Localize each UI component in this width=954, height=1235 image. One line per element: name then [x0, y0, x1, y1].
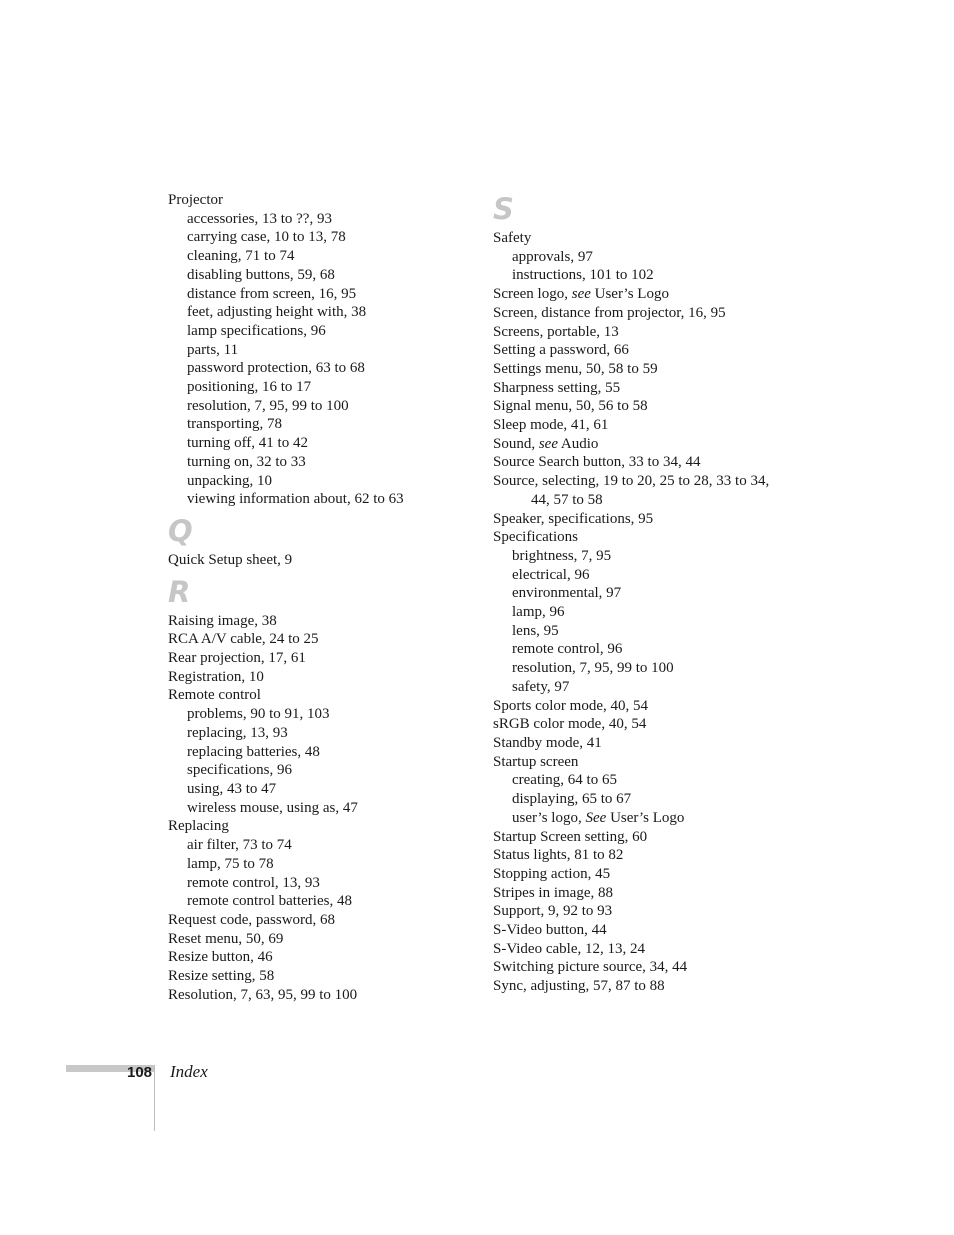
index-entry: Remote control	[168, 687, 261, 704]
index-entry: Resize button, 46	[168, 949, 273, 966]
index-entry: Switching picture source, 34, 44	[493, 959, 688, 976]
index-subentry: safety, 97	[512, 678, 570, 695]
index-entry: Speaker, specifications, 95	[493, 510, 654, 527]
index-subentry: electrical, 96	[512, 566, 590, 583]
index-entry: Setting a password, 66	[493, 342, 629, 359]
index-entry: Support, 9, 92 to 93	[493, 903, 613, 920]
index-subentry: disabling buttons, 59, 68	[187, 266, 335, 283]
section-letter-heading: S	[493, 192, 513, 226]
index-subentry: replacing, 13, 93	[187, 724, 288, 741]
index-subentry: turning off, 41 to 42	[187, 435, 308, 452]
index-subentry: parts, 11	[187, 341, 239, 358]
index-subentry: wireless mouse, using as, 47	[187, 799, 358, 816]
index-entry: Quick Setup sheet, 9	[168, 551, 293, 568]
index-subentry: unpacking, 10	[187, 472, 272, 489]
index-entry: Source, selecting, 19 to 20, 25 to 28, 33 to 34,	[493, 473, 770, 490]
index-subentry: lamp specifications, 96	[187, 322, 326, 339]
index-entry: Source Search button, 33 to 34, 44	[493, 454, 701, 471]
index-entry: Projector	[168, 192, 223, 208]
footer-vertical-rule	[154, 1065, 155, 1131]
index-subentry: transporting, 78	[187, 416, 282, 433]
index-entry: Raising image, 38	[168, 612, 277, 629]
cross-reference-target: User’s Logo	[606, 809, 685, 826]
index-subentry: environmental, 97	[512, 585, 622, 602]
index-entry: Registration, 10	[168, 668, 264, 685]
index-subentry: resolution, 7, 95, 99 to 100	[187, 397, 349, 414]
index-column-left	[168, 191, 468, 1004]
index-subentry: remote control batteries, 48	[187, 893, 352, 910]
index-entry: Signal menu, 50, 56 to 58	[493, 398, 648, 415]
index-entry	[493, 435, 793, 454]
index-subentry: resolution, 7, 95, 99 to 100	[512, 660, 674, 677]
index-entry: Sync, adjusting, 57, 87 to 88	[493, 978, 665, 995]
index-entry: Rear projection, 17, 61	[168, 650, 306, 667]
index-entry: Safety	[493, 230, 532, 246]
index-subentry: remote control, 96	[512, 641, 623, 658]
index-entry: Startup Screen setting, 60	[493, 828, 648, 845]
cross-reference: See	[585, 809, 607, 826]
index-entry: RCA A/V cable, 24 to 25	[168, 631, 319, 648]
index-subentry: carrying case, 10 to 13, 78	[187, 229, 346, 246]
running-title: Index	[170, 1062, 208, 1081]
index-subentry: using, 43 to 47	[187, 780, 277, 797]
index-entry: Sports color mode, 40, 54	[493, 697, 648, 714]
index-subentry: distance from screen, 16, 95	[187, 285, 357, 302]
index-subentry: air filter, 73 to 74	[187, 837, 292, 854]
index-entry: sRGB color mode, 40, 54	[493, 716, 647, 733]
index-subentry: displaying, 65 to 67	[512, 791, 632, 808]
index-entry: Settings menu, 50, 58 to 59	[493, 360, 658, 377]
index-subentry: accessories, 13 to ??, 93	[187, 210, 332, 227]
index-entry: Reset menu, 50, 69	[168, 930, 284, 947]
index-subentry: remote control, 13, 93	[187, 874, 320, 891]
index-entry: Screen, distance from projector, 16, 95	[493, 304, 726, 321]
cross-reference-target: Audio	[558, 435, 599, 452]
index-subentry: problems, 90 to 91, 103	[187, 706, 330, 723]
entry-text: Sound,	[493, 435, 539, 452]
index-entry	[493, 285, 793, 304]
index-entry: Sharpness setting, 55	[493, 379, 621, 396]
index-entry: Stripes in image, 88	[493, 884, 613, 901]
index-subentry: cleaning, 71 to 74	[187, 248, 295, 265]
cross-reference-target: User’s Logo	[590, 286, 669, 303]
index-entry: Resize setting, 58	[168, 968, 275, 985]
index-subentry: specifications, 96	[187, 762, 292, 779]
index-subentry: password protection, 63 to 68	[187, 360, 365, 377]
index-column-right	[493, 191, 793, 996]
index-entry: Status lights, 81 to 82	[493, 847, 624, 864]
section-letter-heading: Q	[168, 513, 192, 548]
index-entry: Stopping action, 45	[493, 865, 611, 882]
cross-reference: see	[571, 286, 591, 303]
index-subentry: feet, adjusting height with, 38	[187, 304, 367, 321]
index-subentry: turning on, 32 to 33	[187, 453, 306, 470]
index-subentry: lens, 95	[512, 622, 559, 639]
index-subentry: creating, 64 to 65	[512, 772, 617, 789]
cross-reference: see	[538, 435, 558, 452]
index-subentry: instructions, 101 to 102	[512, 267, 654, 284]
index-entry: Sleep mode, 41, 61	[493, 417, 609, 434]
index-subentry	[493, 809, 793, 828]
index-entry-continuation: 44, 57 to 58	[531, 491, 603, 508]
index-subentry: approvals, 97	[512, 248, 593, 265]
index-entry: Resolution, 7, 63, 95, 99 to 100	[168, 986, 358, 1003]
index-subentry: positioning, 16 to 17	[187, 379, 312, 396]
index-subentry: viewing information about, 62 to 63	[187, 491, 404, 508]
index-entry: Replacing	[168, 818, 229, 835]
index-entry: Specifications	[493, 529, 578, 546]
index-subentry: lamp, 75 to 78	[187, 855, 274, 872]
index-entry: S-Video button, 44	[493, 922, 607, 939]
index-subentry: brightness, 7, 95	[512, 547, 612, 564]
index-entry: Screens, portable, 13	[493, 323, 619, 340]
index-entry: Request code, password, 68	[168, 911, 336, 928]
index-entry: S-Video cable, 12, 13, 24	[493, 940, 645, 957]
index-entry: Startup screen	[493, 753, 579, 770]
entry-text: Screen logo,	[493, 286, 572, 303]
section-letter-heading: R	[168, 574, 190, 609]
index-subentry: replacing batteries, 48	[187, 743, 320, 760]
page-number: 108	[127, 1064, 153, 1081]
index-entry: Standby mode, 41	[493, 734, 602, 751]
index-subentry: lamp, 96	[512, 604, 565, 621]
entry-text: user’s logo,	[512, 809, 586, 826]
